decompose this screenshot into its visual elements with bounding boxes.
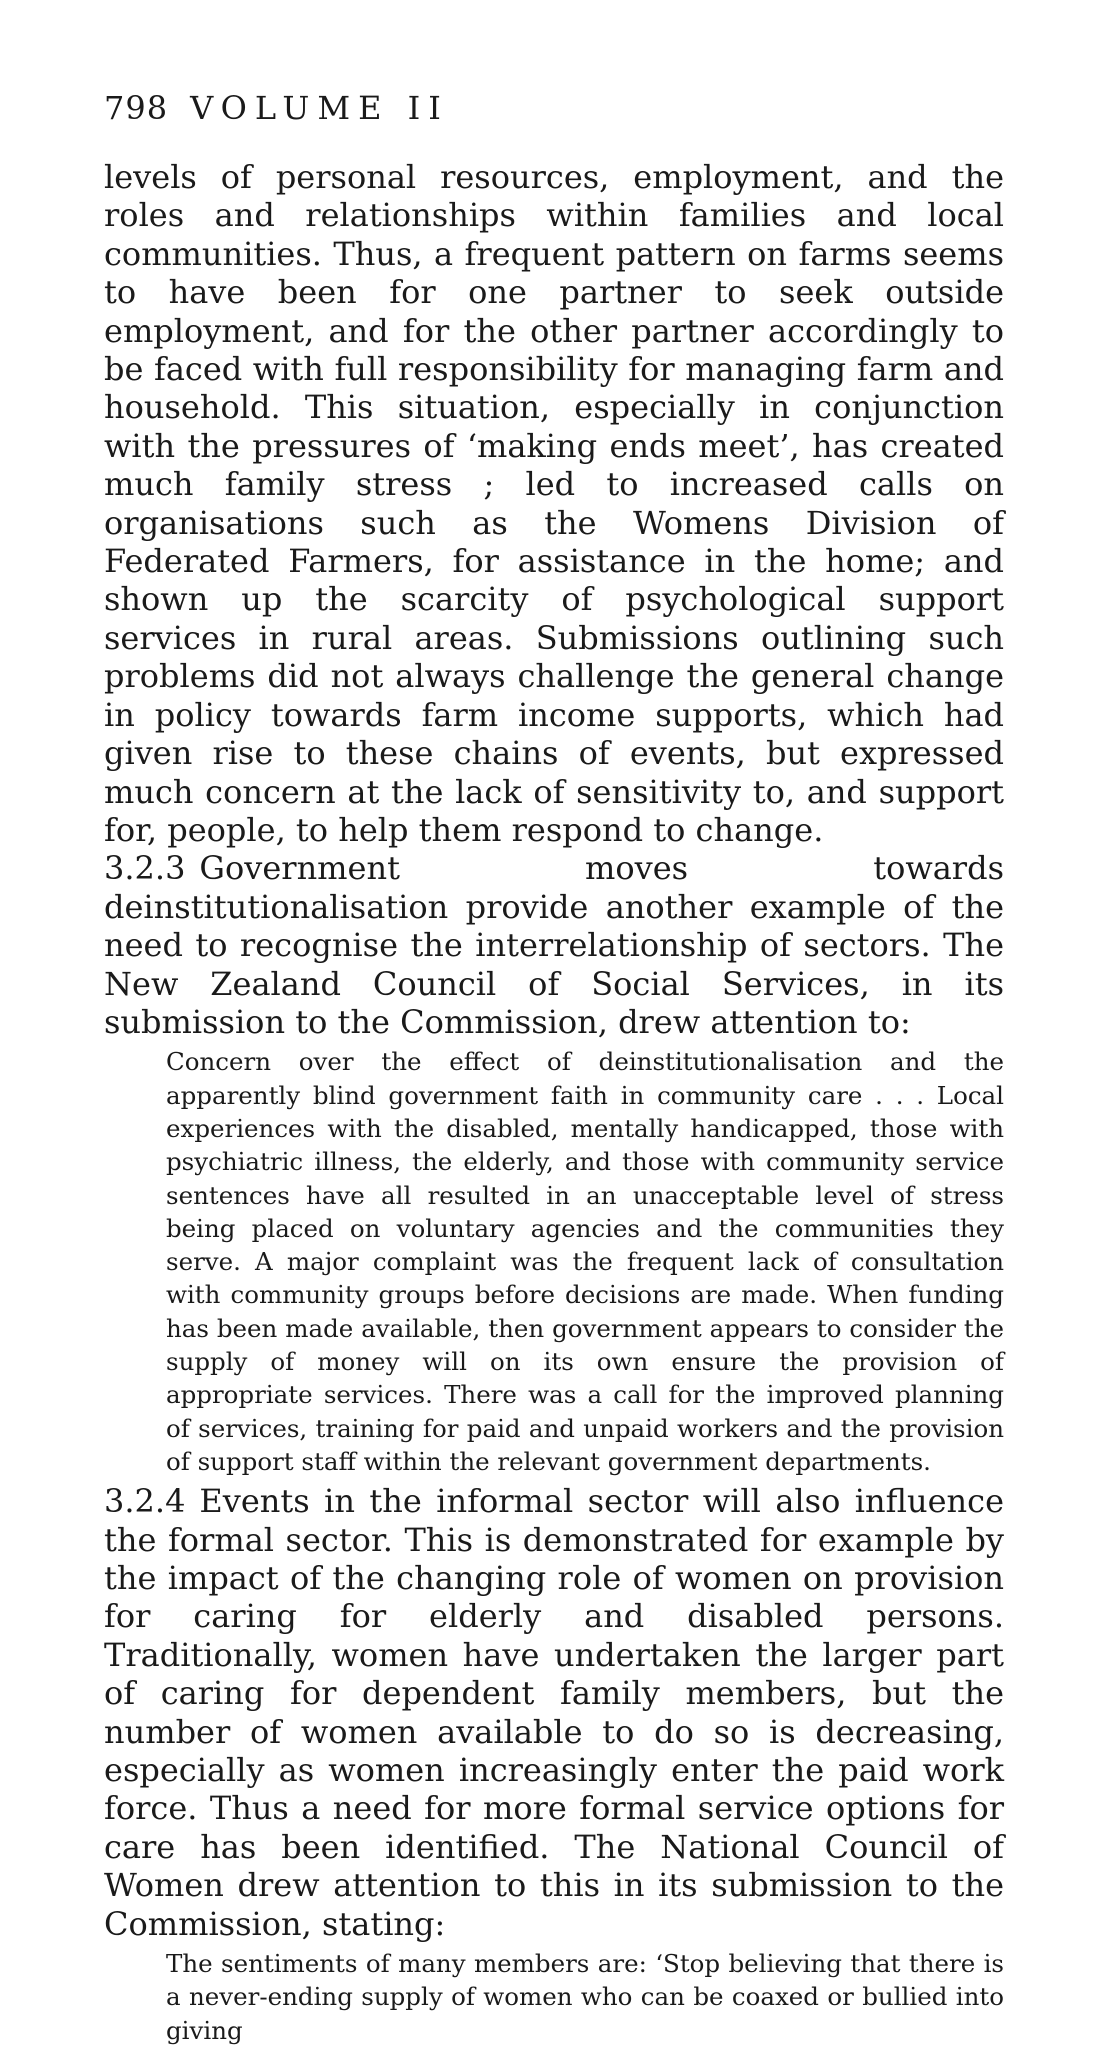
paragraph-text: Government moves towards deinstitutionalisation provide another example of the need to recognise the interrelationship of sectors. The New Zealand Council of Social Services, in its submission to the Commission, drew attention to: — [104, 849, 1004, 1041]
page-number: 798 — [104, 89, 169, 127]
section-number: 3.2.4 — [104, 1482, 186, 1521]
paragraph-text: Events in the informal sector will also influence the formal sector. This is demonstrated for example by the impact of the changing role of women on provision for caring for elderly and disabled persons. Traditionally, women have undertaken the larger part of caring for dependent family members, but the number of women available to do so is decreasing, especially as women increasingly enter the paid work force. Thus a need for more formal service options for care has been identified. The National Council of Women drew attention to this in its submission to the Commission, stating: — [104, 1482, 1004, 1943]
paragraph-continued: levels of personal resources, employment, and the roles and relationships within families and local communities. Thus, a frequent pattern on farms seems to have been for one partner to seek outside employment, and for the other partner accordingly to be faced with full responsibility for managing farm and household. This situation, especially in conjunction with the pressures of ‘making ends meet’, has created much family stress ; led to increased calls on organisations such as the Womens Division of Federated Farmers, for assistance in the home; and shown up the scarcity of psychological support services in rural areas. Submissions outlining such problems did not always challenge the general change in policy towards farm income supports, which had given rise to these chains of events, but expressed much concern at the lack of sensitivity to, and support for, people, to help them respond to change. — [104, 158, 1004, 849]
section-number: 3.2.3 — [104, 849, 186, 888]
running-title: VOLUME II — [190, 89, 449, 127]
block-quote-nzcoss: Concern over the effect of deinstitutionalisation and the apparently blind government faith in community care . . . Local experiences with the disabled, mentally handicapped, those with psychiatric illness, the elderly, and those with community service sentences have all resulted in an unacceptable level of stress being placed on voluntary agencies and the communities they serve. A major complaint was the frequent lack of consultation with community groups before decisions are made. When funding has been made available, then government appears to consider the supply of money will on its own ensure the provision of appropriate services. There was a call for the improved planning of services, training for paid and unpaid workers and the provision of support staff within the relevant government departments. — [166, 1047, 1004, 1476]
paragraph-3-2-4 — [104, 1482, 1004, 1943]
paragraph-3-2-3 — [104, 849, 1004, 1041]
running-header — [104, 88, 1004, 128]
block-quote-ncw: The sentiments of many members are: ‘Stop believing that there is a never-ending supply of women who can be coaxed or bullied into giving — [166, 1949, 1004, 2045]
document-page — [104, 88, 1004, 2047]
